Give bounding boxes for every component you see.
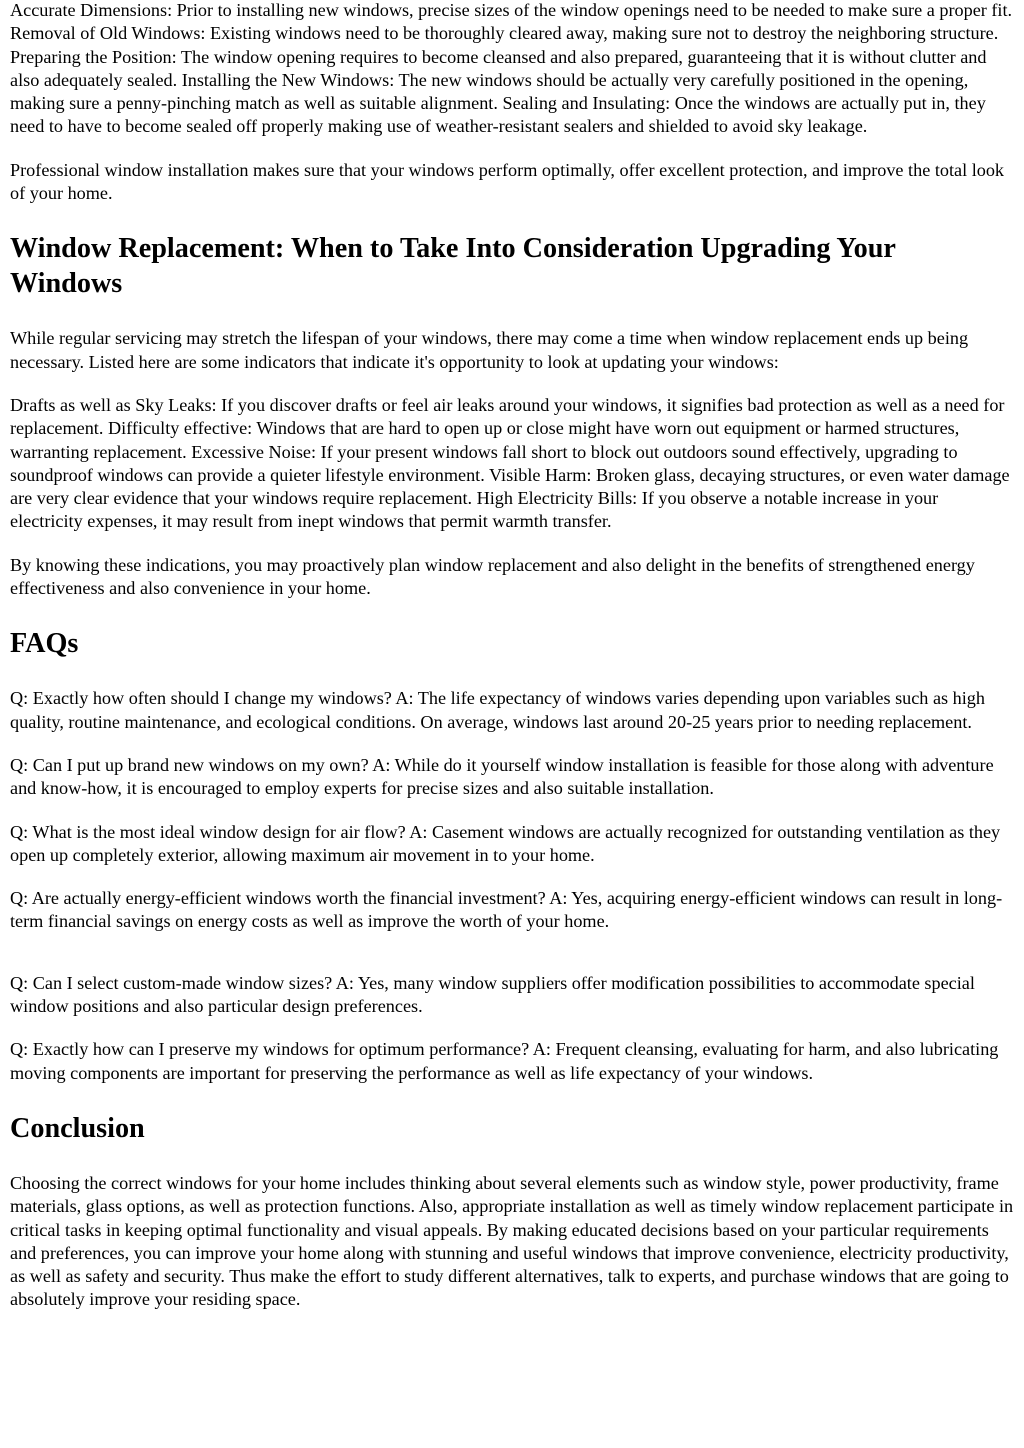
- faq-item: Q: Exactly how can I preserve my windows for optimum performance? A: Frequent cleansing, evaluating for harm, and also lubricating moving components are important for preserving the performance as well as life expectancy of your windows.: [10, 1039, 999, 1083]
- faq-item: Q: Can I select custom-made window sizes? A: Yes, many window suppliers offer modification possibilities to accommodate special window positions and also particular design preferences.: [10, 972, 975, 1017]
- replacement-intro-paragraph: While regular servicing may stretch the lifespan of your windows, there may come a time when window replacement ends up being necessary. Listed here are some indicators that indicate it's opportunity to look at updating your windows:: [10, 328, 969, 372]
- installation-summary-paragraph: Professional window installation makes sure that your windows perform optimally, offer excellent protection, and improve the total look of your home.: [10, 159, 1005, 204]
- faqs-heading: FAQs: [10, 628, 79, 660]
- replacement-signs-paragraph: Drafts as well as Sky Leaks: If you discover drafts or feel air leaks around your windows, it signifies bad protection as well as a need for replacement. Difficulty effective: Windows that are hard to open up or close might have worn out equipment or harmed structures, warranting replacement. Excessive Noise: If your present windows fall short to block out outdoors sound effectively, upgrading to soundproof windows can provide a quieter lifestyle environment. Visible Harm: Broken glass, decaying structures, or even water damage are very clear evidence that your windows require replacement. High Electricity Bills: If you observe a notable increase in your electricity expenses, it may result from inept windows that permit warmth transfer.: [10, 394, 1010, 532]
- spacer: [10, 954, 1014, 972]
- installation-steps-paragraph: Accurate Dimensions: Prior to installing new windows, precise sizes of the window openings need to be needed to make sure a proper fit. Removal of Old Windows: Existing windows need to be thoroughly cleared away, making sure not to destroy the neighboring structure. Preparing the Position: The window opening requires to become cleansed and also prepared, guaranteeing that it is without clutter and also adequately sealed. Installing the New Windows: The new windows should be actually very carefully positioned in the opening, making sure a penny-pinching match as well as suitable alignment. Sealing and Insulating: Once the windows are actually put in, they need to have to become sealed off properly making use of weather-resistant sealers and shielded to avoid sky leakage.: [10, 0, 1013, 137]
- conclusion-paragraph: Choosing the correct windows for your home includes thinking about several elements such as window style, power productivity, frame materials, glass options, as well as protection functions. Also, appropriate installation as well as timely window replacement participate in critical tasks in keeping optimal functionality and visual appeals. By making educated decisions based on your particular requirements and preferences, you can improve your home along with stunning and useful windows that improve convenience, electricity productivity, as well as safety and security. Thus make the effort to study different alternatives, talk to experts, and purchase windows that are going to absolutely improve your residing space.: [10, 1172, 1014, 1310]
- faq-item: Q: What is the most ideal window design for air flow? A: Casement windows are actually recognized for outstanding ventilation as they open up completely exterior, allowing maximum air movement in to your home.: [10, 821, 1001, 865]
- replacement-heading: Window Replacement: When to Take Into Consideration Upgrading Your Windows: [10, 233, 896, 300]
- faq-item: Q: Exactly how often should I change my windows? A: The life expectancy of windows varies depending upon variables such as high quality, routine maintenance, and ecological conditions. On average, windows last around 20-25 years prior to needing replacement.: [10, 688, 985, 732]
- faq-item: Q: Are actually energy-efficient windows worth the financial investment? A: Yes, acquiring energy-efficient windows can result in long-term financial savings on energy costs as well as improve the worth of your home.: [10, 888, 1003, 932]
- faq-item: Q: Can I put up brand new windows on my own? A: While do it yourself window installation is feasible for those along with adventure and know-how, it is encouraged to employ experts for precise sizes and also suitable installation.: [10, 754, 994, 799]
- replacement-closing-paragraph: By knowing these indications, you may proactively plan window replacement and also delight in the benefits of strengthened energy effectiveness and also convenience in your home.: [10, 554, 975, 599]
- conclusion-heading: Conclusion: [10, 1112, 145, 1144]
